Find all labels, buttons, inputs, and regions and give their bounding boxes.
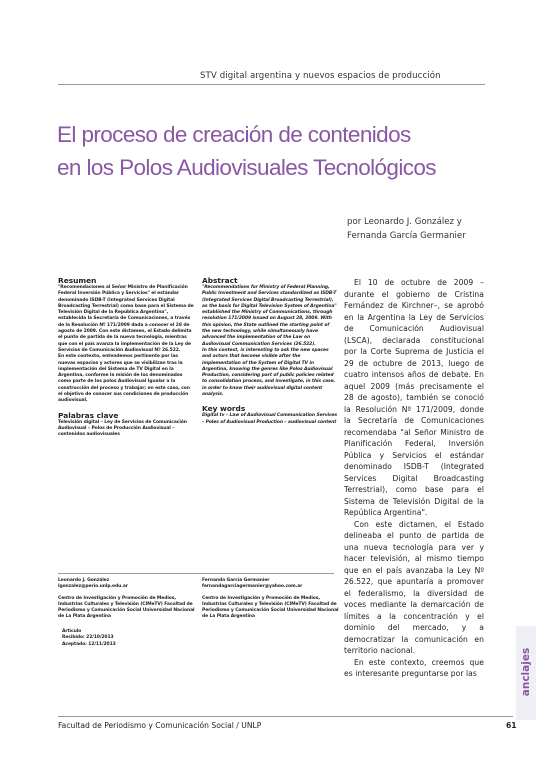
abstract-text: "Recommendations for Ministry of Federal Planning, Public Investment and Services standardized as ISDB-T (Integrated Services Digital Broadcasting Terrestrial), as the basis for Digital Television System of Argentina" established the Ministry of Communications, through resolution 171/2009 issued on August 28, 2009. With this opinion, the State outlined the starting point of the new technology, while simultaneously have advanced the implementation of the Law on Audiovisual Communication Services (26.522). [202, 285, 337, 347]
footer-text: Facultad de Periodismo y Comunicación Social / UNLP [58, 721, 262, 730]
footer-rule [58, 716, 513, 717]
article-title [57, 118, 497, 184]
resumen-text: "Recomendaciones al Señor Ministro de Planificación Federal Inversión Pública y Servicios" el estándar denominado ISDB-T (Integrated Services Digital Broadcasting Terrestrial) como base para el Sistema de Televisión Digital de la República Argentina", establecida la Secretaría de Comunicaciones, a través de la Resolución Nº 171/2009 dada a conocer el 28 de agosto de 2009. Con este dictamen, el Estado delimita el punto de partida de la nueva tecnología, mientras que con el país avanza la implementación de la Ley de Servicios de Comunicación Audiovisual Nº 26.522. [58, 285, 194, 353]
keywords-heading: Palabras clave [58, 410, 119, 420]
byline-line-2: Fernanda García Germanier [347, 230, 466, 241]
author-2-name: Fernanda García Germanier [202, 578, 270, 583]
author-1-block [58, 578, 195, 621]
author-2-affiliation: Centro de Investigación y Promoción de Medios, Industrias Culturales y Televisión (CIMeTV) Facultad de Periodismo y Comunicación Social Universidad Nacional de La Plata Argentina [202, 595, 339, 620]
abstract-heading: Abstract [202, 276, 238, 285]
keywords-text: Televisión digital – Ley de Servicios de Comunicación Audiovisual – Polos de Producción Audiovisual – contenidos audiovisuales [58, 419, 187, 438]
byline [347, 216, 507, 243]
author-2-block [202, 578, 339, 621]
body-paragraph: En este contexto, creemos que es interesante preguntarse por las [344, 657, 484, 678]
key-words-text: Digital tv – Law of Audiovisual Communication Services – Poles of Audiovisual Production – audiovisual content [202, 413, 338, 425]
author-1-affiliation: Centro de Investigación y Promoción de Medios, Industrias Culturales y Televisión (CIMeTV) Facultad de Periodismo y Comunicación Social Universidad Nacional de La Plata Argentina [58, 595, 195, 620]
resumen-text-2: En este contexto, entendemos pertinente por las nuevas espacios y actores que se visibilizan tras la implementación del Sistema de TV Digital en la Argentina, conforme la misión de los denominados como parte de los polos Audiovisual Igualar a la construcción del proceso y trabajar; en este caso, con el objetivo de conocer sus condiciones de producción audiovisual. [58, 354, 190, 404]
author-1-name: Leonardo J. González [58, 578, 110, 583]
received-date: Recibido: 22/10/2013 [62, 635, 114, 641]
resumen-heading: Resumen [58, 276, 97, 285]
header-rule [58, 84, 485, 85]
page-number: 61 [506, 721, 517, 730]
body-text [344, 277, 484, 680]
resumen-column [58, 276, 195, 439]
byline-line-1: por Leonardo J. González y [347, 217, 462, 227]
article-label: Artículo [62, 629, 82, 634]
body-paragraph: El 10 de octubre de 2009 –durante el gobierno de Cristina Fernández de Kirchner–, se aprobó en la Argentina la Ley de Servicios de Comunicación Audiovisual (LSCA), declarada constitucional por la Corte Suprema de Justicia el 29 de octubre de 2013, luego de cuatro intensos años de debate. En aquel 2009 (más precisamente el 28 de agosto), también se conoció la Resolución Nº 171/2009, donde la Secretaría de Comunicaciones recomendaba "al Señor Ministro de Planificación Federal, Inversión Pública y Servicios el estándar denominado ISDB-T (Integrated Services Digital Broadcasting Terrestrial), como base para el Sistema de Televisión Digital de la República Argentina". [344, 278, 484, 517]
title-line-1: El proceso de creación de contenidos [57, 122, 411, 147]
running-header: STV digital argentina y nuevos espacios de producción [200, 71, 441, 81]
author-1-email[interactable]: lgonzalez@perio.unlp.edu.ar [58, 584, 128, 590]
author-divider [58, 573, 334, 574]
abstract-text-2: In this context, is interesting to ask the new spaces and actors that become visible after the implementation of the System of Digital TV in Argentina, knowing the genres like Polos Audiovisual Production, considering part of public policies related to consolidation process, and investigate, in this case, in order to know their audiovisual digital content analysis. [202, 347, 336, 398]
key-words-heading: Key words [202, 404, 246, 414]
title-line-2: en los Polos Audiovisuales Tecnológicos [57, 155, 436, 180]
body-paragraph: Con este dictamen, el Estado delineaba el punto de partida de una nueva tecnología para ver y hacer televisión, al mismo tiempo que en el país avanzaba la Ley Nº 26.522, que apuntaría a promover el federalismo, la diversidad de voces mediante la demarcación de límites a la concentración y el dominio del mercado, y a democratizar la comunicación en territorio nacional. [344, 519, 484, 655]
accepted-date: Aceptado: 12/11/2013 [62, 641, 116, 647]
author-2-email[interactable]: fernandagarciagermanier@yahoo.com.ar [202, 584, 303, 590]
abstract-column [202, 276, 338, 426]
article-dates [62, 629, 192, 648]
side-tab-label: anclajes [520, 647, 532, 697]
